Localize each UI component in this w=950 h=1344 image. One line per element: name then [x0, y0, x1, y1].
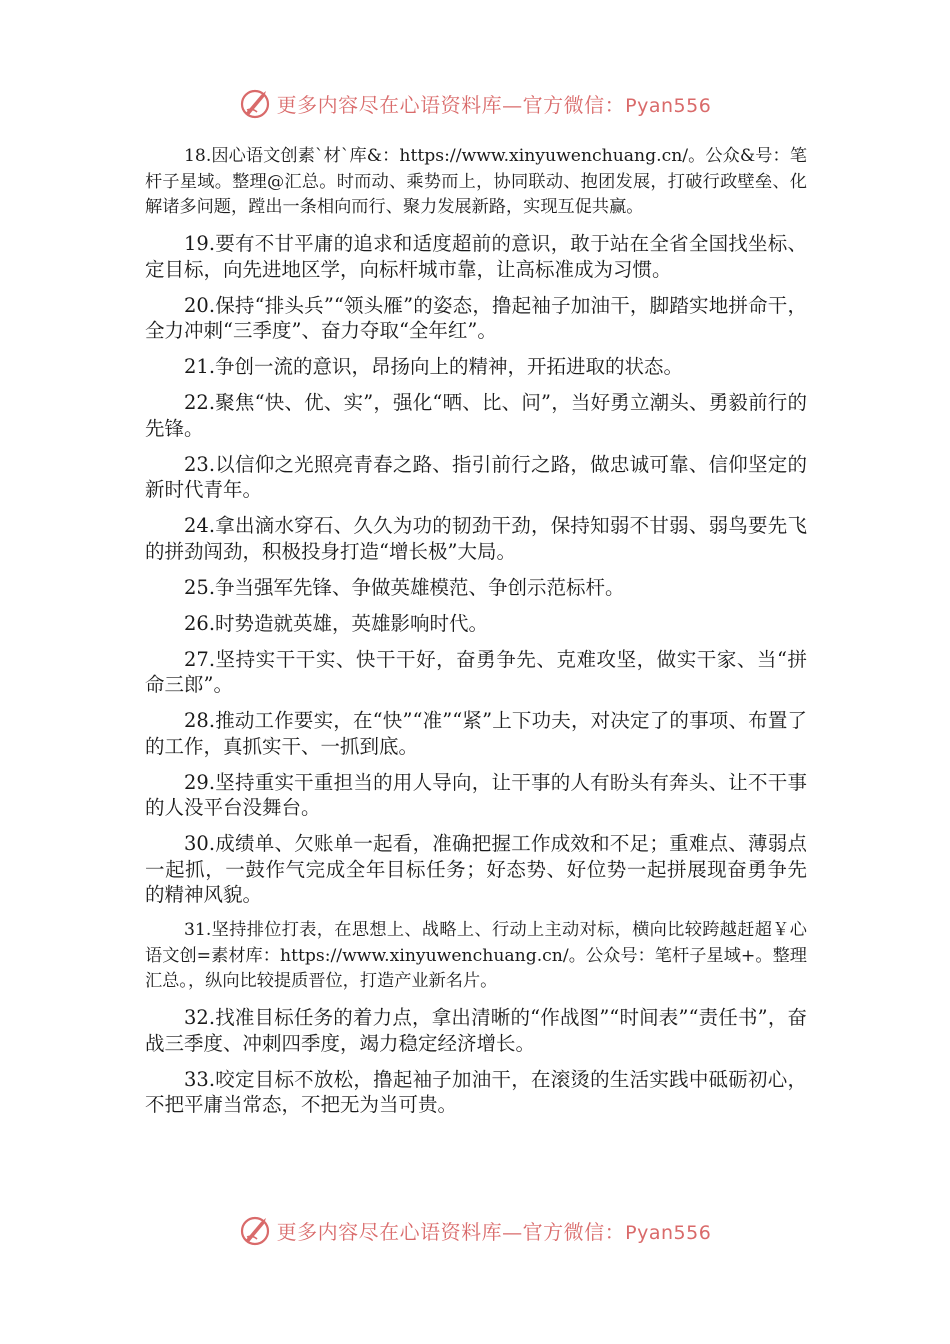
list-item: 26.时势造就英雄，英雄影响时代。 [184, 611, 489, 635]
list-item: 32.找准目标任务的着力点，拿出清晰的“作战图”“时间表”“责任书”，奋战三季度、冲刺四季度，竭力稳定经济增长。 [145, 1006, 807, 1055]
header-banner [0, 83, 950, 123]
header-text: 更多内容尽在心语资料库—官方微信：Pyan556 [276, 92, 712, 117]
list-item: 19.要有不甘平庸的追求和适度超前的意识，敢于站在全省全国找坐标、定目标，向先进地区学，向标杆城市靠，让高标准成为习惯。 [145, 232, 807, 281]
list-item: 24.拿出滴水穿石、久久为功的韧劲干劲，保持知弱不甘弱、弱鸟要先飞的拼劲闯劲，积极投身打造“增长极”大局。 [145, 514, 807, 563]
list-item: 30.成绩单、欠账单一起看，准确把握工作成效和不足；重难点、薄弱点一起抓，一鼓作气完成全年目标任务；好态势、好位势一起拼展现奋勇争先的精神风貌。 [145, 832, 807, 906]
footer-text: 更多内容尽在心语资料库—官方微信：Pyan556 [276, 1219, 712, 1244]
list-item: 25.争当强军先锋、争做英雄模范、争创示范标杆。 [184, 575, 625, 599]
list-item: 22.聚焦“快、优、实”，强化“晒、比、问”，当好勇立潮头、勇毅前行的先锋。 [145, 391, 807, 440]
list-item: 18.因心语文创素`材`库&：https://www.xinyuwenchuang.cn/。公众&号：笔杆子星域。整理@汇总。时而动、乘势而上，协同联动、抱团发展，打破行政壁垒、化解诸多问题，蹚出一条相向而行、聚力发展新路，实现互促共赢。 [145, 146, 807, 217]
list-item: 31.坚持排位打表，在思想上、战略上、行动上主动对标，横向比较跨越赶超￥心语文创=素材库：https://www.xinyuwenchuang.cn/。公众号：笔杆子星域+。整理汇总。，纵向比较提质晋位，打造产业新名片。 [145, 920, 807, 991]
list-item: 21.争创一流的意识，昂扬向上的精神，开拓进取的状态。 [184, 355, 684, 378]
list-item: 27.坚持实干干实、快干干好，奋勇争先、克难攻坚，做实干家、当“拼命三郎”。 [145, 647, 807, 696]
pen-logo-icon [239, 1213, 273, 1247]
pen-logo-icon [239, 86, 273, 120]
list-item: 23.以信仰之光照亮青春之路、指引前行之路，做忠诚可靠、信仰坚定的新时代青年。 [145, 452, 807, 501]
document-body [145, 144, 807, 1128]
list-item: 28.推动工作要实，在“快”“准”“紧”上下功夫，对决定了的事项、布置了的工作，真抓实干、一抓到底。 [145, 709, 807, 758]
list-item: 33.咬定目标不放松，撸起袖子加油干，在滚烫的生活实践中砥砺初心，不把平庸当常态，不把无为当可贵。 [145, 1067, 807, 1116]
list-item: 20.保持“排头兵”“领头雁”的姿态，撸起袖子加油干，脚踏实地拼命干，全力冲刺“三季度”、奋力夺取“全年红”。 [145, 293, 807, 342]
footer-banner [0, 1210, 950, 1250]
list-item: 29.坚持重实干重担当的用人导向，让干事的人有盼头有奔头、让不干事的人没平台没舞台。 [145, 770, 807, 819]
